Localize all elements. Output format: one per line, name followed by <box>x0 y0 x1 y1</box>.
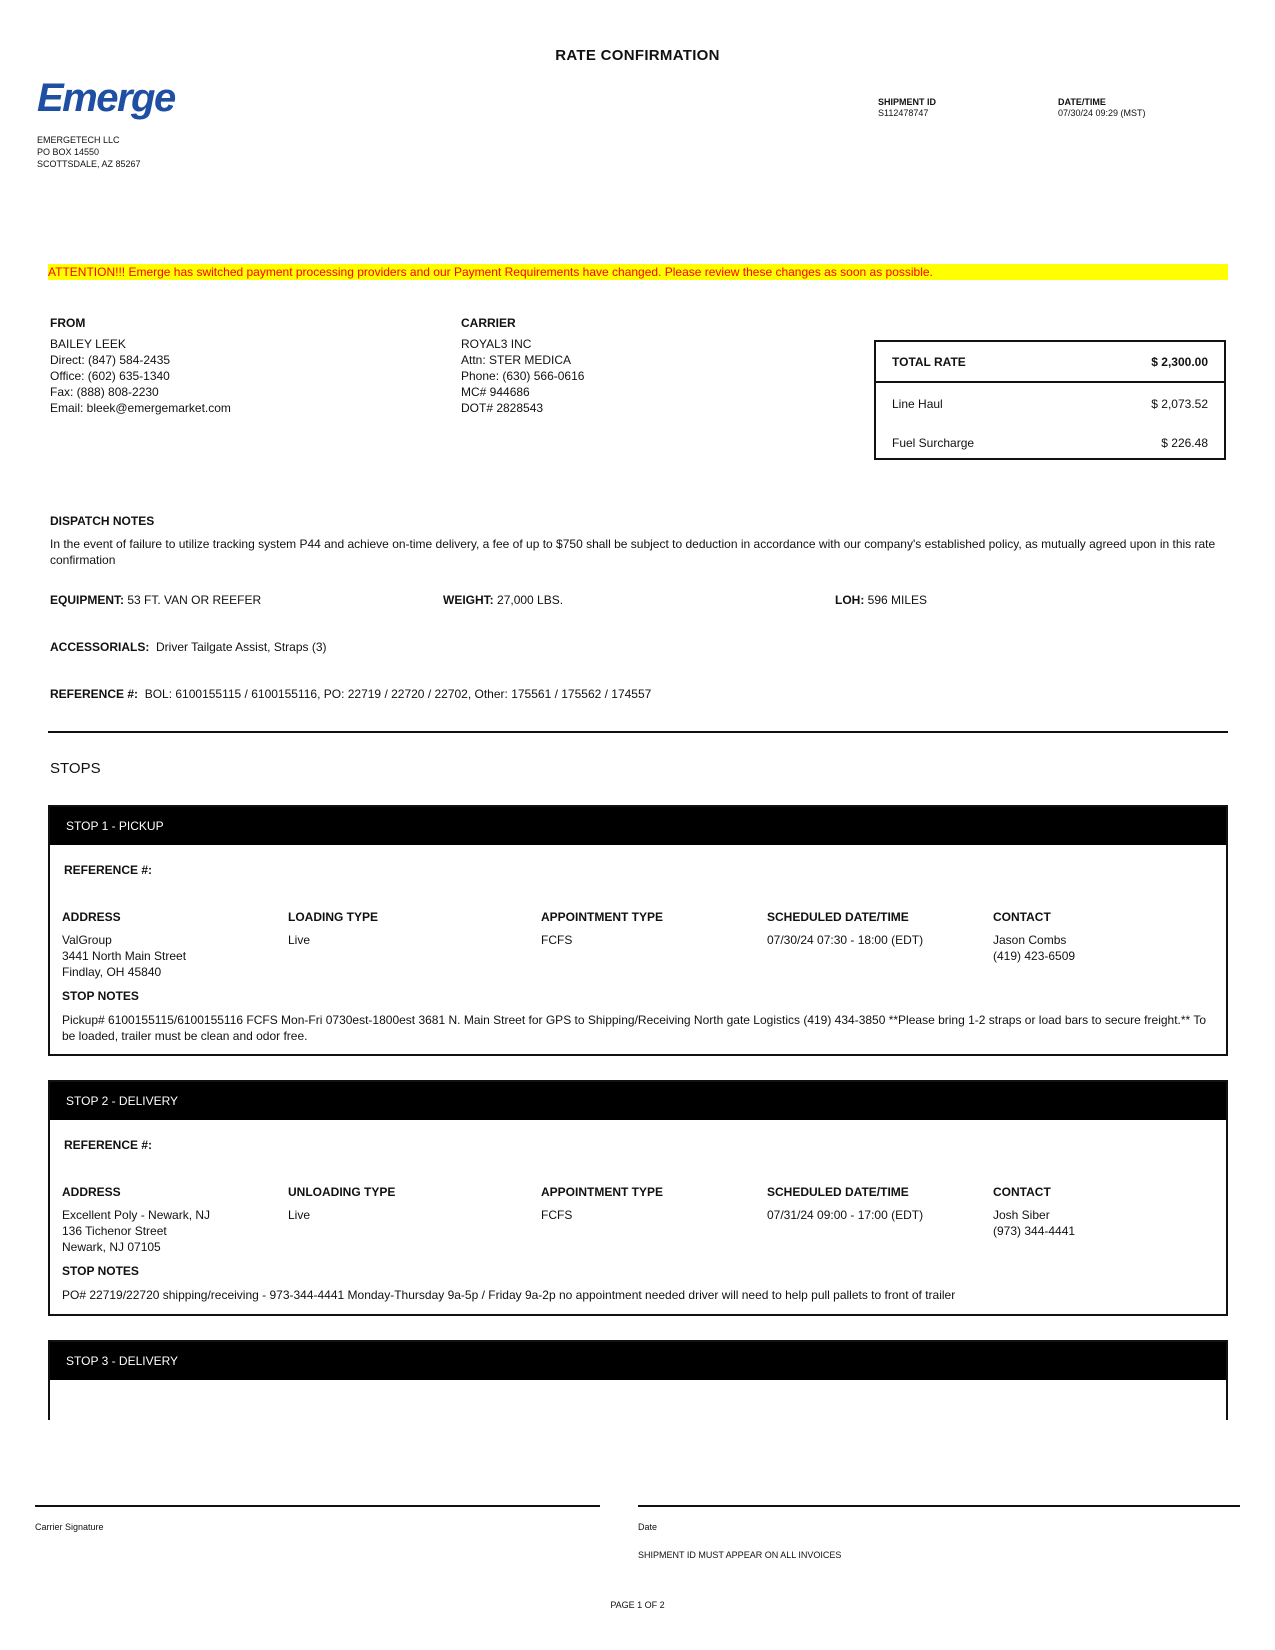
from-line: Direct: (847) 584-2435 <box>50 353 171 367</box>
page-number: PAGE 1 OF 2 <box>610 1600 665 1610</box>
carrier-line: Attn: STER MEDICA <box>461 353 572 367</box>
total-rate-label: TOTAL RATE <box>892 355 966 369</box>
company-address <box>37 134 141 170</box>
total-rate-value: $ 2,300.00 <box>1151 355 1208 369</box>
unloading-type-label: UNLOADING TYPE <box>288 1185 396 1199</box>
from-block <box>50 316 231 416</box>
appointment-type-label: APPOINTMENT TYPE <box>541 1185 664 1199</box>
stop-notes-label: STOP NOTES <box>62 989 139 1003</box>
contact-phone: (419) 423-6509 <box>993 949 1076 963</box>
dispatch-notes-label: DISPATCH NOTES <box>50 514 155 528</box>
stop-reference-label: REFERENCE #: <box>64 863 153 877</box>
loh-value: 596 MILES <box>867 593 928 607</box>
line-haul-label: Line Haul <box>892 397 943 411</box>
address-line: Excellent Poly - Newark, NJ <box>62 1208 211 1222</box>
address-line: Findlay, OH 45840 <box>62 965 162 979</box>
carrier-signature-label: Carrier Signature <box>35 1522 104 1532</box>
shipment-id-value: S112478747 <box>878 108 929 118</box>
total-rate-row <box>892 355 1208 369</box>
from-line: Fax: (888) 808-2230 <box>50 385 159 399</box>
stop-header: STOP 1 - PICKUP <box>50 807 1226 845</box>
contact-value <box>993 1207 1075 1239</box>
company-name: EMERGETECH LLC <box>37 135 120 145</box>
rate-box <box>874 340 1226 460</box>
address-value <box>62 1207 210 1255</box>
from-line: Email: bleek@emergemarket.com <box>50 401 231 415</box>
contact-label: CONTACT <box>993 1185 1051 1199</box>
scheduled-datetime-label: SCHEDULED DATE/TIME <box>767 910 909 924</box>
carrier-block <box>461 316 584 416</box>
shipment-id-block <box>878 97 936 119</box>
loh <box>835 592 927 608</box>
stop-notes-text: Pickup# 6100155115/6100155116 FCFS Mon-Fri 0730est-1800est 3681 N. Main Street for GPS to Shipping/Receiving North gate Logistics (419) 434-3850 **Please bring 1-2 straps or load bars to secure freight.** To be loaded, trailer must be clean and odor free. <box>62 1013 1207 1043</box>
address-label: ADDRESS <box>62 910 121 924</box>
carrier-line: DOT# 2828543 <box>461 401 544 415</box>
line-haul-value: $ 2,073.52 <box>1151 397 1208 411</box>
carrier-line: ROYAL3 INC <box>461 337 532 351</box>
loading-type-value: Live <box>288 933 311 947</box>
scheduled-datetime-value: 07/31/24 09:00 - 17:00 (EDT) <box>767 1208 924 1222</box>
rate-divider <box>876 381 1224 383</box>
dispatch-notes-text: In the event of failure to utilize tracking system P44 and achieve on-time delivery, a fee of up to $750 shall be subject to deduction in accordance with our company's established policy, as mutually agreed upon in this rate confirmation <box>50 537 1216 567</box>
loh-label: LOH: <box>835 593 865 607</box>
scheduled-datetime-value: 07/30/24 07:30 - 18:00 (EDT) <box>767 933 924 947</box>
emerge-logo: Emerge <box>37 76 175 120</box>
address-line: Newark, NJ 07105 <box>62 1240 161 1254</box>
stop-notes-text: PO# 22719/22720 shipping/receiving - 973-344-4441 Monday-Thursday 9a-5p / Friday 9a-2p no appointment needed driver will need to help pull pallets to front of trailer <box>62 1288 956 1302</box>
stop-header: STOP 2 - DELIVERY <box>50 1082 1226 1120</box>
contact-phone: (973) 344-4441 <box>993 1224 1076 1238</box>
fuel-surcharge-value: $ 226.48 <box>1161 436 1208 450</box>
from-line: BAILEY LEEK <box>50 337 126 351</box>
address-line: ValGroup <box>62 933 112 947</box>
address-label: ADDRESS <box>62 1185 121 1199</box>
equipment-label: EQUIPMENT: <box>50 593 125 607</box>
company-address-line: PO BOX 14550 <box>37 147 100 157</box>
address-line: 136 Tichenor Street <box>62 1224 167 1238</box>
datetime-label: DATE/TIME <box>1058 97 1106 107</box>
section-divider <box>48 731 1228 733</box>
page-title: RATE CONFIRMATION <box>555 47 720 64</box>
address-value <box>62 932 186 980</box>
date-line <box>638 1505 1240 1507</box>
weight <box>443 592 563 608</box>
reference-label: REFERENCE #: <box>50 687 139 701</box>
accessorials-value: Driver Tailgate Assist, Straps (3) <box>156 640 327 654</box>
scheduled-datetime-label: SCHEDULED DATE/TIME <box>767 1185 909 1199</box>
datetime-block <box>1058 97 1146 119</box>
stop-card <box>48 1340 1228 1420</box>
fuel-surcharge-row <box>892 436 1208 450</box>
weight-label: WEIGHT: <box>443 593 494 607</box>
stop-header: STOP 3 - DELIVERY <box>50 1342 1226 1380</box>
line-haul-row <box>892 397 1208 411</box>
loading-type-label: LOADING TYPE <box>288 910 379 924</box>
stop-reference-label: REFERENCE #: <box>64 1138 153 1152</box>
invoice-note: SHIPMENT ID MUST APPEAR ON ALL INVOICES <box>638 1550 842 1560</box>
contact-value <box>993 932 1075 964</box>
company-address-line: SCOTTSDALE, AZ 85267 <box>37 159 141 169</box>
stop-card <box>48 1080 1228 1316</box>
appointment-type-value: FCFS <box>541 1208 573 1222</box>
contact-name: Jason Combs <box>993 933 1067 947</box>
appointment-type-value: FCFS <box>541 933 573 947</box>
carrier-line: Phone: (630) 566-0616 <box>461 369 585 383</box>
contact-name: Josh Siber <box>993 1208 1050 1222</box>
stop-card <box>48 805 1228 1056</box>
accessorials-label: ACCESSORIALS: <box>50 640 150 654</box>
from-line: Office: (602) 635-1340 <box>50 369 170 383</box>
weight-value: 27,000 LBS. <box>497 593 564 607</box>
datetime-value: 07/30/24 09:29 (MST) <box>1058 108 1146 118</box>
accessorials <box>50 639 327 655</box>
stop-notes-label: STOP NOTES <box>62 1264 139 1278</box>
equipment-value: 53 FT. VAN OR REEFER <box>127 593 262 607</box>
fuel-surcharge-label: Fuel Surcharge <box>892 436 975 450</box>
carrier-label: CARRIER <box>461 316 516 330</box>
unloading-type-value: Live <box>288 1208 311 1222</box>
contact-label: CONTACT <box>993 910 1051 924</box>
attention-banner: ATTENTION!!! Emerge has switched payment processing providers and our Payment Requirements have changed. Please review these changes as soon as possible. <box>48 264 1228 280</box>
stops-heading: STOPS <box>50 760 101 777</box>
shipment-id-label: SHIPMENT ID <box>878 97 937 107</box>
address-line: 3441 North Main Street <box>62 949 187 963</box>
carrier-signature-line <box>35 1505 600 1507</box>
appointment-type-label: APPOINTMENT TYPE <box>541 910 664 924</box>
date-label: Date <box>638 1522 658 1532</box>
reference-value: BOL: 6100155115 / 6100155116, PO: 22719 / 22720 / 22702, Other: 175561 / 175562 / 174557 <box>144 687 652 701</box>
equipment <box>50 592 261 608</box>
reference <box>50 686 651 702</box>
from-label: FROM <box>50 316 86 330</box>
carrier-line: MC# 944686 <box>461 385 530 399</box>
